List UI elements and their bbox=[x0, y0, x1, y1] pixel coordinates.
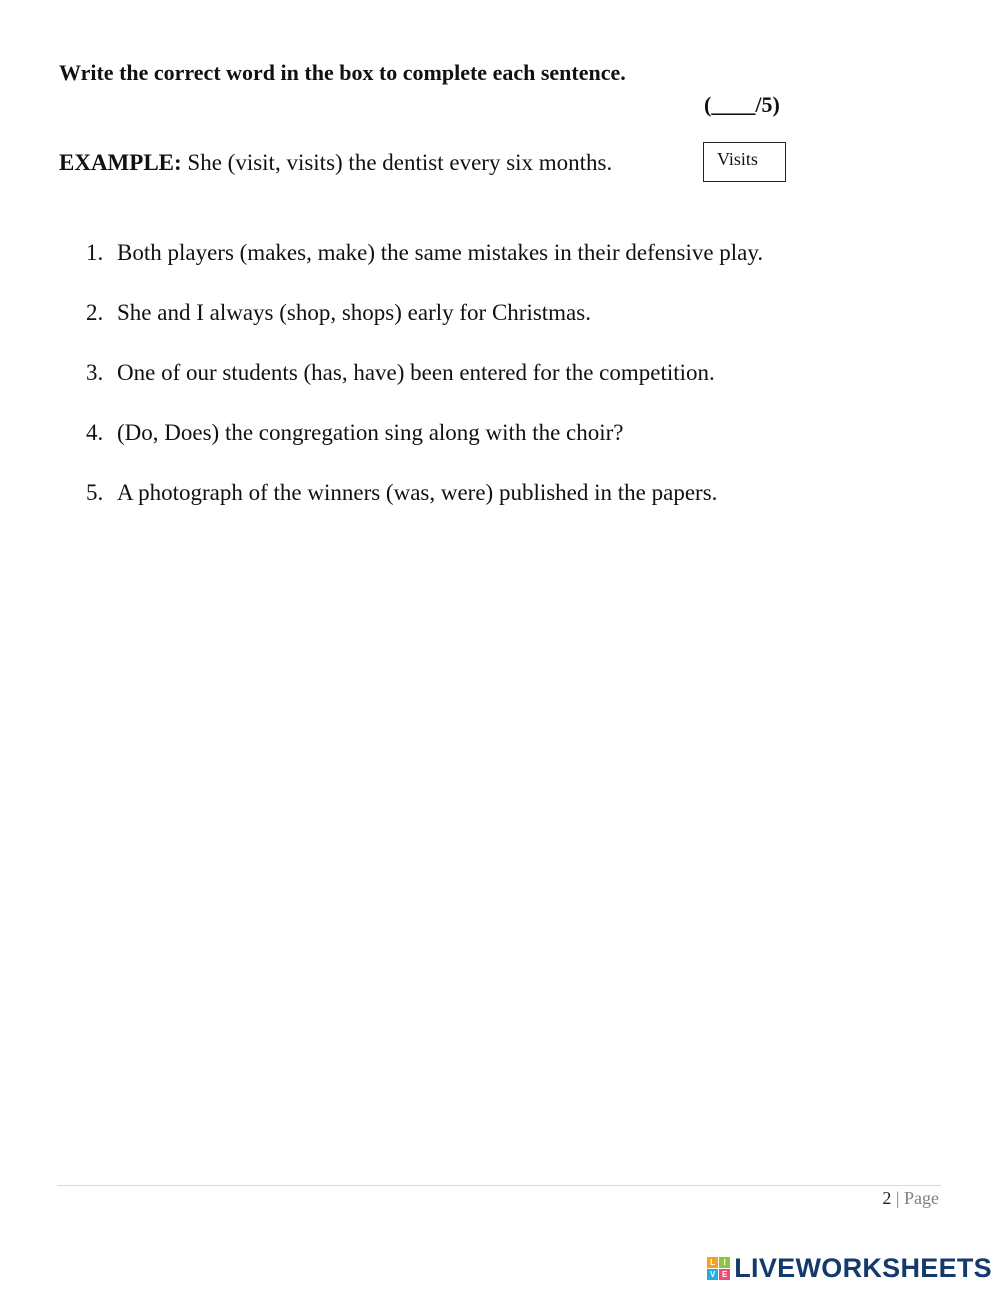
liveworksheets-brand[interactable] bbox=[707, 1253, 992, 1284]
page-number-footer bbox=[882, 1188, 939, 1209]
page-number: 2 bbox=[882, 1188, 892, 1208]
question-text: A photograph of the winners (was, were) published in the papers. bbox=[117, 480, 718, 505]
logo-tile-v: V bbox=[707, 1269, 718, 1280]
logo-tile-e: E bbox=[719, 1269, 730, 1280]
page-separator: | bbox=[891, 1188, 904, 1208]
logo-tile-i: I bbox=[719, 1257, 730, 1268]
liveworksheets-logo-icon bbox=[707, 1257, 730, 1280]
question-number: 3. bbox=[86, 360, 104, 385]
example-answer-box[interactable]: Visits bbox=[703, 142, 786, 182]
instruction-heading: Write the correct word in the box to complete each sentence. bbox=[59, 60, 626, 85]
question-text: Both players (makes, make) the same mistakes in their defensive play. bbox=[117, 240, 764, 265]
question-number: 4. bbox=[86, 420, 104, 445]
question-number: 1. bbox=[86, 240, 104, 265]
page-label: Page bbox=[904, 1188, 939, 1208]
question-item-1 bbox=[86, 240, 763, 300]
question-item-5 bbox=[86, 480, 763, 540]
example-label: EXAMPLE: bbox=[59, 150, 182, 175]
question-number: 5. bbox=[86, 480, 104, 505]
logo-tile-l: L bbox=[707, 1257, 718, 1268]
question-text: One of our students (has, have) been entered for the competition. bbox=[117, 360, 715, 385]
question-number: 2. bbox=[86, 300, 104, 325]
question-item-3 bbox=[86, 360, 763, 420]
question-item-2 bbox=[86, 300, 763, 360]
question-item-4 bbox=[86, 420, 763, 480]
footer-divider bbox=[57, 1185, 941, 1186]
brand-name: LIVEWORKSHEETS bbox=[734, 1253, 992, 1283]
score-indicator: (____/5) bbox=[704, 92, 780, 117]
question-text: (Do, Does) the congregation sing along with the choir? bbox=[117, 420, 624, 445]
question-list bbox=[86, 240, 763, 540]
question-text: She and I always (shop, shops) early for Christmas. bbox=[117, 300, 591, 325]
example-sentence: She (visit, visits) the dentist every six months. bbox=[187, 150, 613, 175]
example-line bbox=[59, 150, 612, 176]
